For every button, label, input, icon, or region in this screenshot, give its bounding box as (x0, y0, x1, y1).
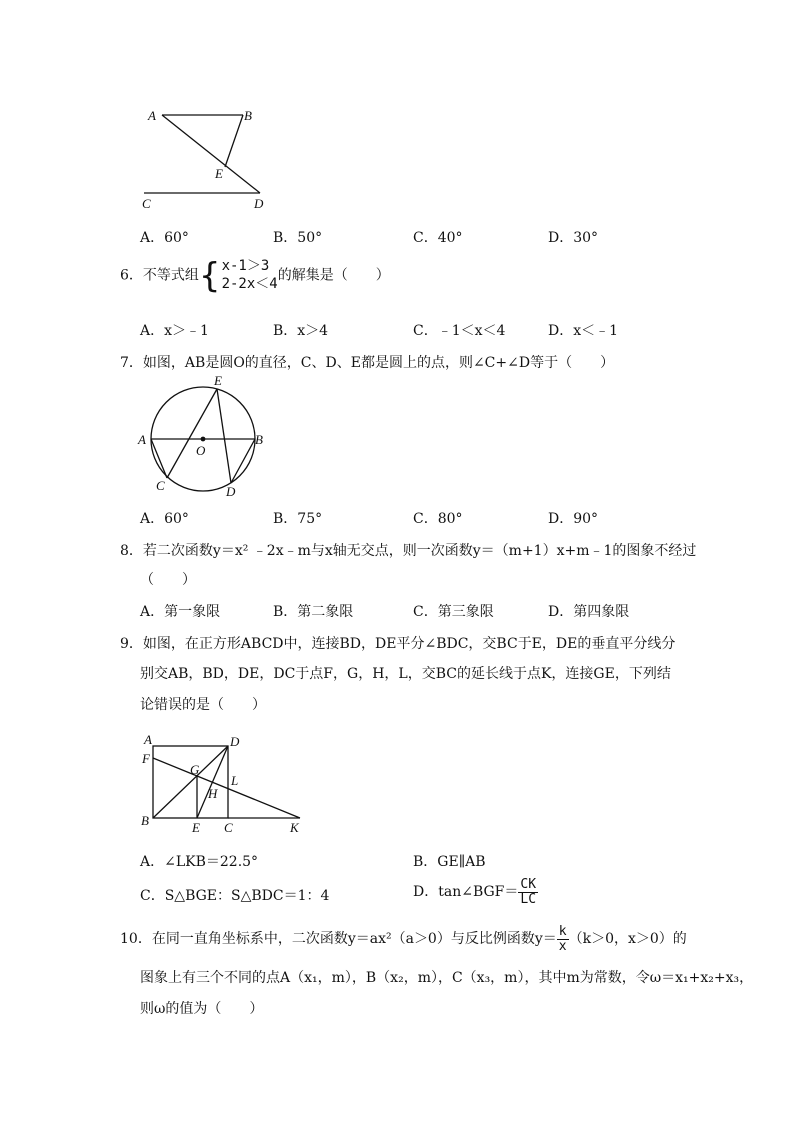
q9-option-b[interactable]: B．GE∥AB (413, 854, 486, 870)
label-h: H (208, 786, 218, 801)
q6-eq1: x-1＞3 (221, 258, 270, 274)
q8-text: 若二次函数y＝x² ﹣2x﹣m与x轴无交点，则一次函数y＝（m+1）x+m﹣1的图象不经过 (142, 543, 697, 559)
label-a: A (148, 108, 156, 123)
q8-paren: （ ） (140, 572, 196, 588)
q8-option-a[interactable]: A．第一象限 (140, 604, 221, 620)
q8-option-c[interactable]: C．第三象限 (413, 604, 494, 620)
label-a: A (138, 432, 146, 447)
fraction-numerator: CK (520, 877, 537, 892)
q9-option-a[interactable]: A．∠LKB＝22.5° (140, 854, 259, 870)
label-c: C (142, 196, 151, 211)
fraction-denominator: LC (520, 891, 537, 907)
q6-stem (120, 255, 390, 296)
q10-text1b: （k＞0，x＞0）的 (568, 931, 687, 948)
label-f: F (142, 751, 150, 766)
q5-option-c[interactable]: C．40° (413, 230, 463, 246)
q8-stem (120, 544, 696, 558)
q6-system (222, 258, 278, 293)
q9-stem-line2: 别交AB，BD，DE，DC于点F，G，H，L，交BC的延长线于点K，连接GE，下列结 (140, 666, 671, 682)
figure-q9 (138, 728, 308, 838)
fraction-denominator: x (558, 938, 567, 954)
q6-option-b[interactable]: B．x＞4 (273, 323, 329, 339)
label-e: E (215, 166, 223, 181)
q7-option-d[interactable]: D．90° (548, 511, 599, 527)
q9-stem-line1 (120, 637, 675, 651)
label-a: A (144, 732, 152, 747)
q10-stem-line1 (120, 925, 687, 953)
label-c: C (224, 820, 233, 835)
label-b: B (141, 813, 149, 828)
label-d: D (230, 734, 240, 749)
q6-number: 6． (120, 267, 143, 284)
q6-option-d[interactable]: D．x＜﹣1 (548, 323, 619, 339)
q6-option-c[interactable]: C．﹣1＜x＜4 (413, 323, 506, 339)
label-k: K (290, 820, 299, 835)
q9-number: 9． (120, 636, 143, 652)
q6-eq2: 2-2x＜4 (221, 275, 278, 292)
q9-option-c[interactable]: C．S△BGE：S△BDC＝1：4 (140, 888, 330, 904)
q7-option-b[interactable]: B．75° (273, 511, 323, 527)
figure-q5 (140, 105, 280, 215)
fraction-ck-lc (518, 878, 538, 906)
q8-number: 8． (120, 543, 143, 559)
q9-stem-line3: 论错误的是（ ） (140, 697, 266, 713)
label-g: G (190, 762, 200, 777)
fraction-numerator: k (558, 924, 567, 939)
system-brace: { (198, 255, 221, 296)
q6-option-a[interactable]: A．x＞﹣1 (140, 323, 209, 339)
label-b: B (255, 432, 263, 447)
q6-pre: 不等式组 (142, 267, 199, 284)
q10-stem-line3: 则ω的值为（ ） (140, 1001, 264, 1017)
label-b: B (244, 108, 252, 123)
label-e: E (214, 373, 222, 388)
q10-number: 10． (120, 931, 152, 948)
label-d: D (254, 196, 264, 211)
q6-post: 的解集是（ ） (277, 267, 390, 284)
q9-text1: 如图，在正方形ABCD中，连接BD，DE平分∠BDC，交BC于E，DE的垂直平分线分 (142, 636, 676, 652)
label-e: E (192, 820, 200, 835)
label-d: D (226, 484, 236, 499)
q9-option-d-text: D．tan∠BGF＝ (413, 884, 519, 901)
q7-option-c[interactable]: C．80° (413, 511, 463, 527)
label-l: L (231, 773, 239, 788)
q5-option-d[interactable]: D．30° (548, 230, 599, 246)
q10-stem-line2: 图象上有三个不同的点A（x₁，m），B（x₂，m），C（x₃，m），其中m为常数，令ω＝x₁+x₂+x₃， (140, 970, 754, 986)
q7-option-a[interactable]: A．60° (140, 511, 189, 527)
q9-option-d[interactable] (413, 878, 538, 906)
figure-q7 (135, 372, 275, 502)
fraction-k-x (557, 925, 569, 953)
q7-number: 7． (120, 355, 143, 371)
q5-option-a[interactable]: A．60° (140, 230, 189, 246)
q8-option-d[interactable]: D．第四象限 (548, 604, 630, 620)
q8-option-b[interactable]: B．第二象限 (273, 604, 354, 620)
q7-text: 如图，AB是圆O的直径，C、D、E都是圆上的点，则∠C+∠D等于（ ） (142, 355, 615, 371)
q10-text1a: 在同一直角坐标系中，二次函数y＝ax²（a＞0）与反比例函数y＝ (151, 931, 557, 948)
label-c: C (156, 478, 165, 493)
q7-stem (120, 356, 614, 370)
q5-option-b[interactable]: B．50° (273, 230, 323, 246)
label-o: O (196, 443, 206, 458)
